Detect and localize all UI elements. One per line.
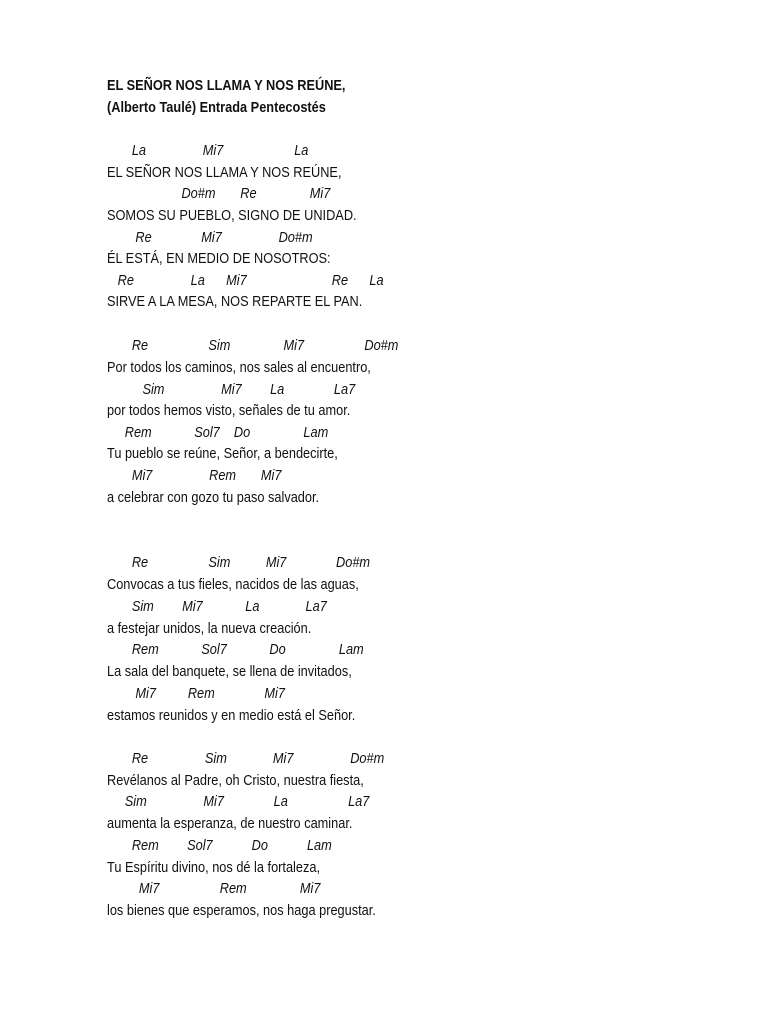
song-title: EL SEÑOR NOS LLAMA Y NOS REÚNE, [107, 78, 346, 94]
song-subtitle: (Alberto Taulé) Entrada Pentecostés [107, 100, 326, 116]
lyric-line: EL SEÑOR NOS LLAMA Y NOS REÚNE, [107, 165, 342, 181]
chord-line: Sim Mi7 La La7 [107, 382, 356, 398]
chord-line: Re Sim Mi7 Do#m [107, 751, 385, 767]
lyric-line: por todos hemos visto, señales de tu amor. [107, 403, 351, 419]
lyric-line: SOMOS SU PUEBLO, SIGNO DE UNIDAD. [107, 208, 357, 224]
chord-line: Sim Mi7 La La7 [107, 794, 370, 810]
lyric-line: La sala del banquete, se llena de invitados, [107, 664, 352, 680]
chord-line: Mi7 Rem Mi7 [107, 468, 282, 484]
chord-line: Sim Mi7 La La7 [107, 599, 327, 615]
chord-line: Re La Mi7 Re La [107, 273, 384, 289]
chord-line: Mi7 Rem Mi7 [107, 881, 321, 897]
lyric-line: estamos reunidos y en medio está el Señor. [107, 708, 356, 724]
lyric-line: ÉL ESTÁ, EN MEDIO DE NOSOTROS: [107, 251, 331, 267]
lyric-line: Convocas a tus fieles, nacidos de las aguas, [107, 577, 359, 593]
chord-line: La Mi7 La [107, 143, 309, 159]
lyric-line: los bienes que esperamos, nos haga pregustar. [107, 903, 376, 919]
chord-line: Re Sim Mi7 Do#m [107, 338, 399, 354]
chord-line: Rem Sol7 Do Lam [107, 642, 364, 658]
lyric-line: SIRVE A LA MESA, NOS REPARTE EL PAN. [107, 294, 363, 310]
lyric-line: Revélanos al Padre, oh Cristo, nuestra fiesta, [107, 773, 364, 789]
chord-line: Mi7 Rem Mi7 [107, 686, 285, 702]
lyric-line: a celebrar con gozo tu paso salvador. [107, 490, 320, 506]
chord-line: Rem Sol7 Do Lam [107, 838, 332, 854]
chord-line: Re Mi7 Do#m [107, 230, 313, 246]
lyric-line: a festejar unidos, la nueva creación. [107, 621, 312, 637]
chord-line: Do#m Re Mi7 [107, 186, 331, 202]
lyric-line: Por todos los caminos, nos sales al encuentro, [107, 360, 371, 376]
lyric-line: Tu pueblo se reúne, Señor, a bendecirte, [107, 446, 338, 462]
chord-line: Rem Sol7 Do Lam [107, 425, 329, 441]
lyric-line: Tu Espíritu divino, nos dé la fortaleza, [107, 860, 321, 876]
lyric-line: aumenta la esperanza, de nuestro caminar. [107, 816, 353, 832]
chord-line: Re Sim Mi7 Do#m [107, 555, 371, 571]
